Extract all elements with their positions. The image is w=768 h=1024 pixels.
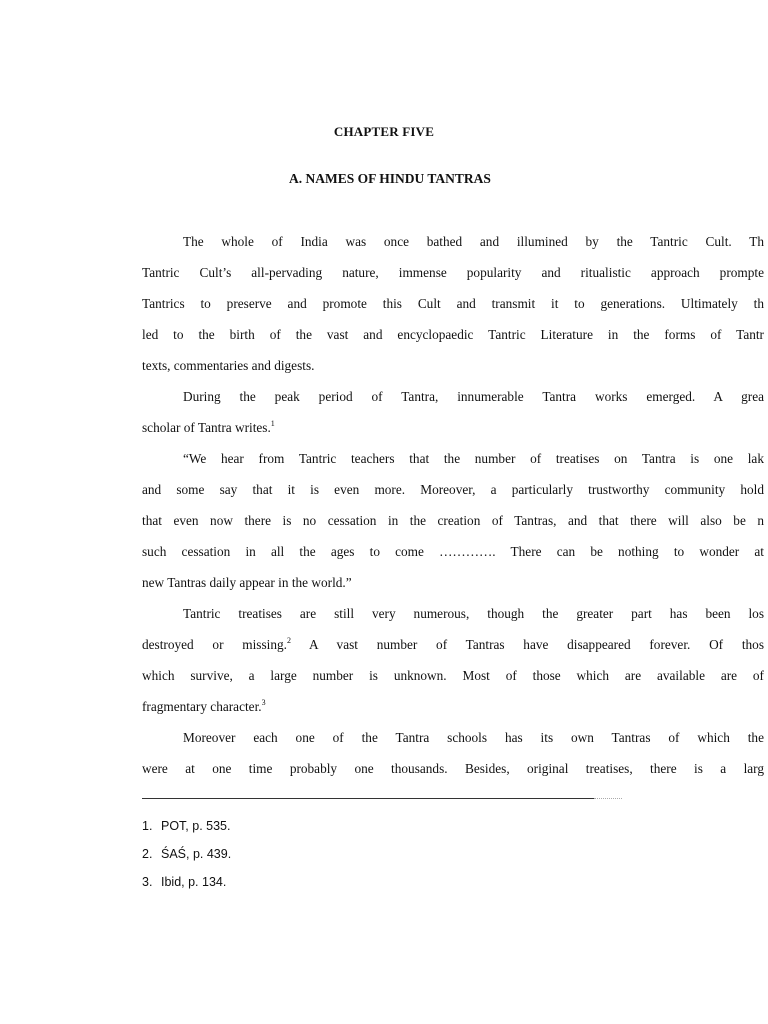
- footnote-text: ŚAŚ, p. 439.: [161, 847, 232, 861]
- paragraph-1-line: texts, commentaries and digests.: [142, 358, 315, 373]
- footnote-divider: [142, 798, 594, 799]
- footnote-number: 1.: [142, 819, 153, 833]
- footnote-divider-fade: [594, 798, 622, 799]
- paragraph-1-line: Tantric Cult’s all-pervading nature, immense popularity and ritualistic approach prompte: [142, 265, 764, 280]
- footnote-ref-1: 1: [270, 419, 275, 428]
- paragraph-4-line: were at one time probably one thousands. Besides, original treatises, there is a larg: [142, 761, 764, 776]
- footnote-item: [142, 868, 231, 896]
- quote-line: new Tantras daily appear in the world.”: [142, 575, 352, 590]
- body-text: [142, 226, 764, 784]
- paragraph-2-text: scholar of Tantra writes.: [142, 420, 271, 435]
- paragraph-1-line: The whole of India was once bathed and illumined by the Tantric Cult. Th: [183, 234, 764, 249]
- quote-line: and some say that it is even more. Moreover, a particularly trustworthy community hold: [142, 482, 764, 497]
- paragraph-1-line: Tantrics to preserve and promote this Cult and transmit it to generations. Ultimately th: [142, 296, 764, 311]
- paragraph-3-text: destroyed or missing.: [142, 637, 287, 652]
- chapter-label: CHAPTER FIVE: [333, 124, 435, 139]
- paragraph-2-line: [142, 412, 764, 443]
- quote-line: “We hear from Tantric teachers that the number of treatises on Tantra is one lak: [183, 451, 764, 466]
- paragraph-3-line: which survive, a large number is unknown. Most of those which are available are of: [142, 668, 764, 683]
- quote-line: that even now there is no cessation in the creation of Tantras, and that there will also be n: [142, 513, 764, 528]
- footnotes: [142, 812, 231, 896]
- section-title: A. NAMES OF HINDU TANTRAS: [289, 171, 491, 186]
- paragraph-3-line: [142, 629, 764, 660]
- paragraph-1-line: led to the birth of the vast and encyclopaedic Tantric Literature in the forms of Tantr: [142, 327, 764, 342]
- footnote-number: 2.: [142, 847, 153, 861]
- footnote-text: Ibid, p. 134.: [161, 875, 227, 889]
- paragraph-3-text: A vast number of Tantras have disappeared forever. Of thos: [290, 637, 764, 652]
- paragraph-3-line: Tantric treatises are still very numerous, though the greater part has been los: [183, 606, 764, 621]
- paragraph-4-line: Moreover each one of the Tantra schools has its own Tantras of which the: [183, 730, 764, 745]
- footnote-ref-2: 2: [286, 636, 291, 645]
- footnote-item: [142, 840, 231, 868]
- paragraph-3-line: [142, 691, 764, 722]
- footnote-text: POT, p. 535.: [161, 819, 231, 833]
- paragraph-2-line: During the peak period of Tantra, innumerable Tantra works emerged. A grea: [183, 389, 764, 404]
- footnote-number: 3.: [142, 875, 153, 889]
- footnote-ref-3: 3: [261, 698, 266, 707]
- paragraph-3-text: fragmentary character.: [142, 699, 262, 714]
- quote-line: such cessation in all the ages to come …………. There can be nothing to wonder at: [142, 544, 764, 559]
- footnote-item: [142, 812, 231, 840]
